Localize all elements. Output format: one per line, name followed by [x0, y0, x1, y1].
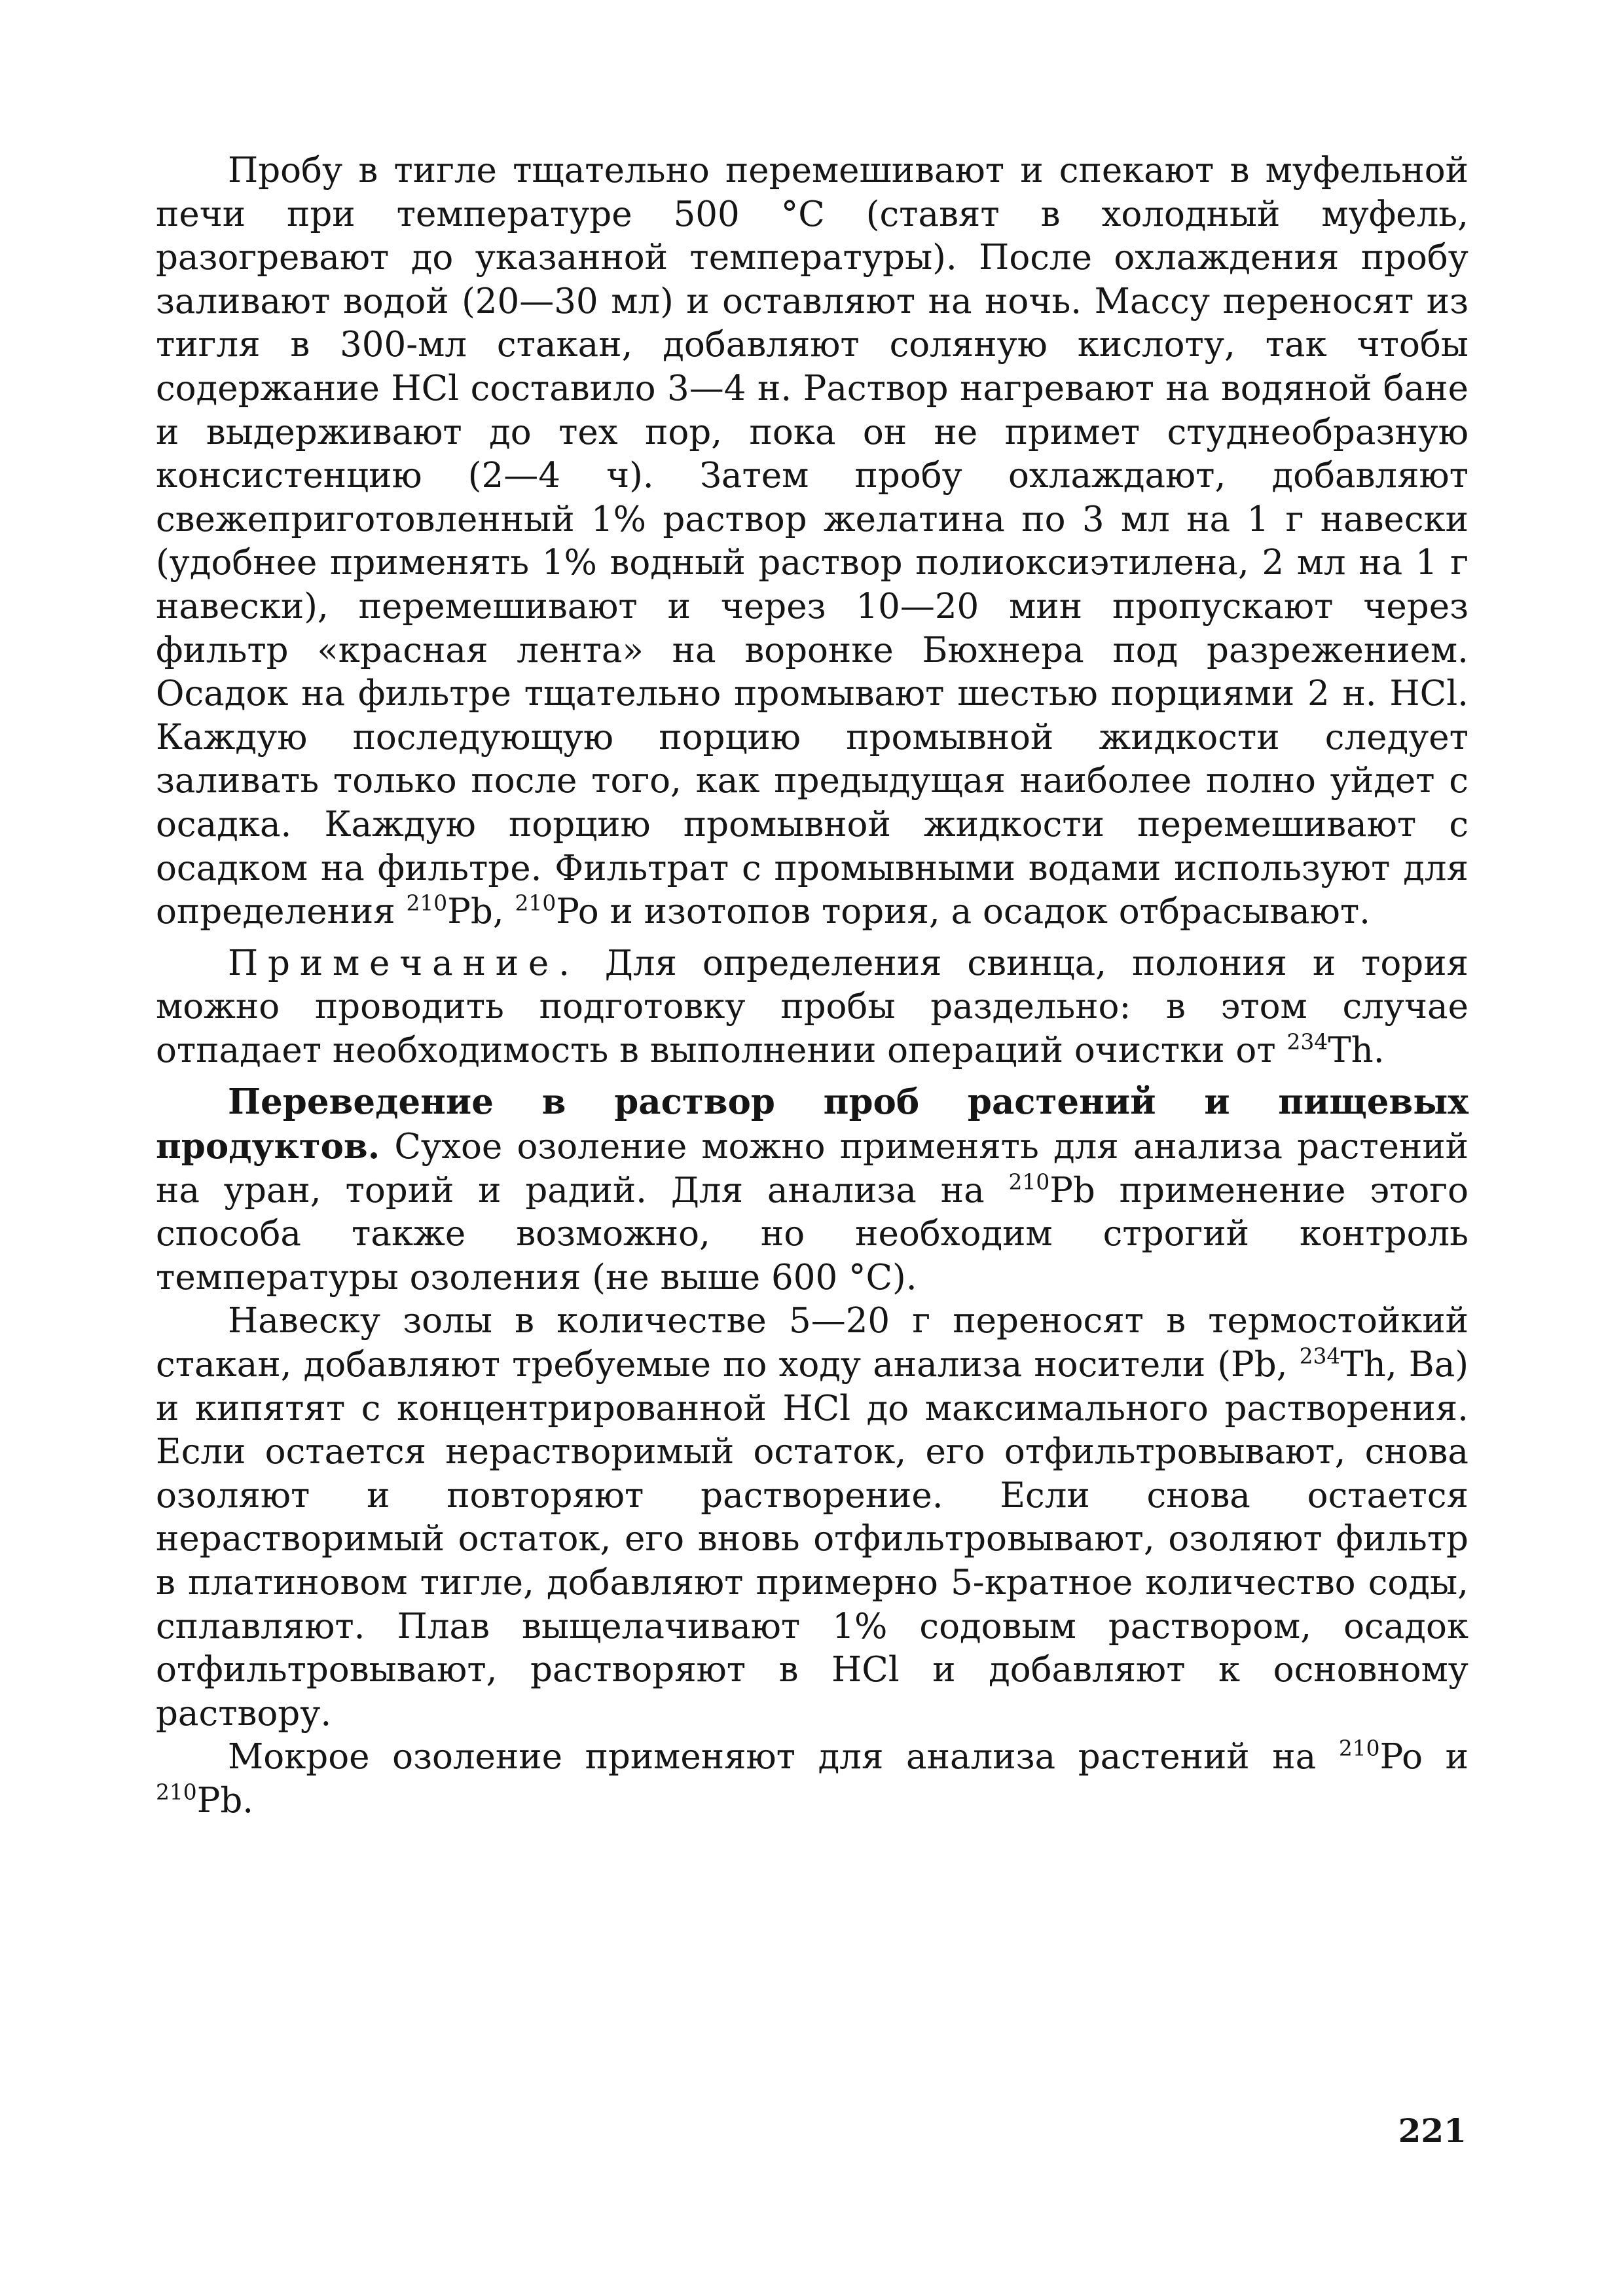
isotope-mass-number: 210	[406, 890, 448, 916]
text-run: Po и изотопов тория, а осадок отбрасывают.	[556, 892, 1371, 932]
text-run: Сухое озоление можно применять для анализа растений на уран, торий и радий. Для анализа на	[156, 1127, 1468, 1211]
paragraph-wet-ashing	[156, 1736, 1468, 1823]
paragraph-note	[156, 942, 1468, 1073]
text-run: Pb.	[196, 1780, 254, 1821]
paragraph-plant-food-section	[156, 1080, 1468, 1300]
text-run: Th.	[1328, 1030, 1385, 1070]
isotope-mass-number: 210	[1008, 1168, 1050, 1194]
isotope-mass-number: 210	[1338, 1735, 1380, 1761]
isotope-mass-number: 210	[515, 890, 556, 916]
note-label: Примечание.	[228, 943, 579, 983]
text-run: Pb применение этого способа также возможно, но необходим строгий контроль температуры озоления (не выше 600 °С).	[156, 1170, 1468, 1298]
text-run: Для определения свинца, полония и тория можно проводить подготовку пробы раздельно: в этом случае отпадает необходимость в выполнении операций очистки от	[156, 943, 1468, 1070]
body-text	[156, 149, 1468, 1823]
text-run: Пробу в тигле тщательно перемешивают и спекают в муфельной печи при температуре 500 °С (ставят в холодный муфель, разогревают до указанной температуры). После охлаждения пробу заливают водой (20—30 мл) и оставляют на ночь. Массу переносят из тигля в 300-мл стакан, добавляют соляную кислоту, так чтобы содержание НСl составило 3—4 н. Раствор нагревают на водяной бане и выдерживают до тех пор, пока он не примет студнеобразную консистенцию (2—4 ч). Затем пробу охлаждают, добавляют свежеприготовленный 1% раствор желатина по 3 мл на 1 г навески (удобнее применять 1% водный раствор полиоксиэтилена, 2 мл на 1 г навески), перемешивают и через 10—20 мин пропускают через фильтр «красная лента» на воронке Бюхнера под разрежением. Осадок на фильтре тщательно промывают шестью порциями 2 н. НСl. Каждую последующую порцию промывной жидкости следует заливать только после того, как предыдущая наиболее полно уйдет с осадка. Каждую порцию промывной жидкости перемешивают с осадком на фильтре. Фильтрат с промывными водами используют для определения	[156, 151, 1468, 932]
paragraph-ash-dissolution	[156, 1300, 1468, 1736]
text-run: Навеску золы в количестве 5—20 г переносят в термостойкий стакан, добавляют требуемые по ходу анализа носители (Pb,	[156, 1301, 1468, 1385]
text-run: Th, Ba) и кипятят с концентрированной НСl до максимального растворения. Если остается нерастворимый остаток, его отфильтровывают, снова озоляют и повторяют растворение. Если снова остается нерастворимый остаток, его вновь отфильтровывают, озоляют фильтр в платиновом тигле, добавляют примерно 5-кратное количество соды, сплавляют. Плав выщелачивают 1% содовым раствором, осадок отфильтровывают, растворяют в НСl и добавляют к основному раствору.	[156, 1345, 1468, 1734]
text-run: Po и	[1379, 1737, 1468, 1777]
text-run: Pb,	[447, 892, 515, 932]
section-heading: Переведение в раствор проб растений и пищевых продуктов.	[156, 1082, 1468, 1167]
isotope-mass-number: 234	[1299, 1343, 1341, 1369]
isotope-mass-number: 234	[1286, 1029, 1328, 1055]
paragraph-sample-sintering	[156, 149, 1468, 934]
page-number: 221	[1398, 2111, 1467, 2150]
isotope-mass-number: 210	[156, 1779, 197, 1805]
text-run: Мокрое озоление применяют для анализа растений на	[228, 1737, 1339, 1777]
